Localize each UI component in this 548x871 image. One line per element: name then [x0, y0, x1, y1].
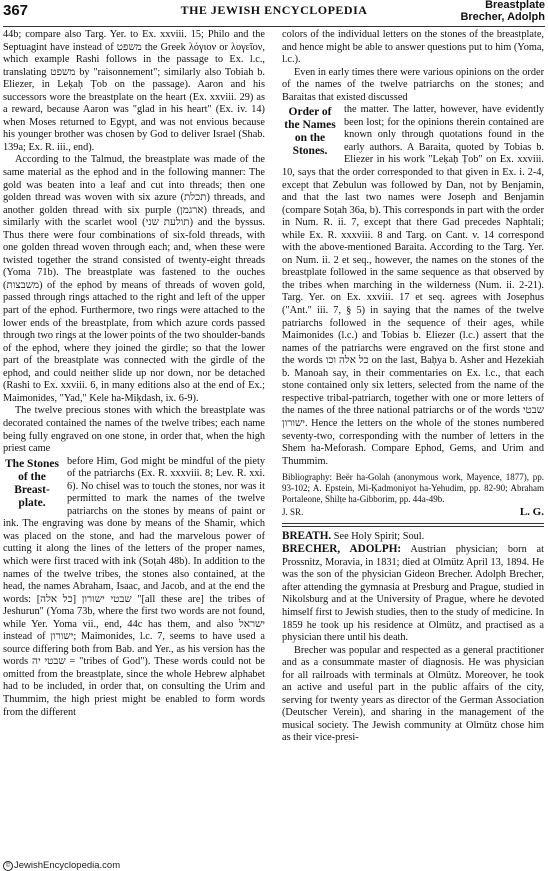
paragraph: 44b; compare also Targ. Yer. to Ex. xxviii. 15; Philo and the Septuagint have instead of משפט the Greek λόγιον or λογεῖον, which example Rashi follows in the passage to Ex. l.c., translating משפט by "raisonnement"; similarly also Tobiah b. Eliezer, in Leḳaḥ Ṭob on the passage). Aaron and his successors wore the breastplate on the heart (Ex. xxviii. 29) as a reward, because Aaron was "glad in his heart" (Ex. iv. 14) when Moses returned to Egypt, and was not envious because his younger brother was chosen by God to deliver Israel (Shab. 139a; Ex. R. iii., end). — [3, 29, 265, 153]
cross-reference: See Holy Spirit; Soul. — [333, 530, 425, 542]
entry-text: Austrian physician; born at Prossnitz, Moravia, in 1831; died at Olmütz April 13, 1894. He was the son of the physician Gideon Brecher. Adolph Brecher, after attending the gymnasia at Presburg and Prague, studied in Nikolsburg and at the University of Prague, where he devoted himself first to Jewish studies, then to the study of medicine. In 1859 he took up his residence at Olmütz, and practised as a physician there until his death. — [282, 544, 544, 644]
right-column — [282, 29, 544, 853]
entry-divider — [282, 523, 544, 527]
paragraph: before Him, God might be mindful of the piety of the patriarchs (Ex. R. xxxviii. 8; Lev. R. xxi. 6). No chisel was to touch the stones, nor was it permitted to mark the names of the twelve patriarchs on the stones by means of paint or ink. The engraving was done by means of the Shamir, which was placed on the stone, and had the marvelous power of cutting it along the lines of the letters of the proper names, which were first traced with ink (Soṭah 48b). In addition to the names of the twelve tribes, the stones also contained, at the head, the names Abraham, Isaac, and Jacob, and at the end the words: שבטי ישורון [כל אלה] "[all these are] the tribes of Jeshurun" (Yoma 73b, where the first two words are not found, while Yer. Yoma vii., end, 44c has them, and also ישראל instead of ישורון; Maimonides, l.c. 7, seems to have used a source differing both from Bab. and Yer., as his version has the words שבטי יה = "tribes of God"). These words could not be omitted from the breastplate, since the whole Hebrew alphabet had to be included, in order that, on consulting the Urim and Thummim, the high priest might be enabled to form words from the different — [3, 455, 265, 718]
paragraph: colors of the individual letters on the stones of the breastplate, and hence might be able to answer questions put to him (Yoma, l.c.). — [282, 29, 544, 66]
signature-right: L. G. — [519, 506, 544, 519]
left-column — [3, 29, 265, 853]
running-head — [460, 0, 545, 23]
footer-site: JewishEncyclopedia.com — [14, 860, 121, 871]
footer-watermark — [3, 860, 120, 871]
paragraph: the matter. The latter, however, have evidently been lost; for the opinions therein contained are known only through quotations found in the early authors. A Baraita, quoted by Tobias b. Eliezer in his work "Leḳaḥ Ṭob" on Ex. xxviii. 10, says that the order corresponded to that given in Ex. i. 2-4, except that Zebulun was followed by Dan, not by Benjamin, and that the last two names were Joseph and Benjamin (compare Soṭah 36a, b). This corresponds in part with the order in Num. R. ii. 7, except that there Gad precedes Naphtali; while Ex. R. xxxviii. 8 and Targ. on Cant. v. 14 correspond with the above-mentioned Baraita. According to the Targ. Yer. on Num. ii. 2 et seq., however, the names on the stones of the breastplate followed in the same sequence as that observed by the tribes when marching in the wilderness (Num. ii. 2-21). Targ. Yer. on Ex. xxviii. 17 et seq. agrees with Josephus ("Ant." iii. 7, § 5) in saying that the names of the twelve patriarchs followed in the sequence of their ages, while Maimonides (l.c.) and Tobias b. Eliezer (l.c.) assert that the names of the patriarchs were engraved on the first stone and the words כל אלה וכו on the last, Baḥya b. Asher and Hezekiah b. Manoah say, in their commentaries on Ex. l.c., that each stone contained only six letters, selected from the name of the respective tribal-patriarch, together with one or more letters of the names of the three national patriarchs or of the words שבטי ישורון. Hence the letters on the whole of the stones numbered seventy-two, corresponding with the number of letters in the Shem ha-Meforash. Compare Ephod, Gems, and Urim and Thummim. — [282, 104, 544, 467]
side-heading-order: Order of the Names on the Stones. — [284, 106, 336, 158]
page-number: 367 — [3, 2, 29, 19]
encyclopedia-title: THE JEWISH ENCYCLOPEDIA — [180, 3, 368, 17]
paragraph: Brecher was popular and respected as a general practitioner and as a consummate master of diagnosis. He was physician for all railroads with terminals at Olmütz. Moreover, he took an active and useful part in the public affairs of the city, serving for twenty years as director of the German Association (Deutscher Verein), and sharing in the management of the musical society. The Jewish community at Olmütz chose him as their vice-presi- — [282, 644, 544, 744]
brecher-entry — [282, 543, 544, 644]
paragraph: According to the Talmud, the breastplate was made of the same material as the ephod and in the following manner: The gold was beaten into a leaf and cut into threads; then one golden thread was woven with six azure (תכלת) threads, and another golden thread with six purple (ארגמן) threads, and similarly with the scarlet wool (תולעת שני) and the byssus. Thus there were four combinations of six-fold threads, with one golden thread woven through each; and, when these were twisted together the strand consisted of twenty-eight threads (Yoma 71b). The breastplate was fastened to the ouches (משבצות) of the ephod by means of threads of woven gold, passed through rings attached to the right and left of the upper part of the ephod. Furthermore, two rings were attached to the lower ends of the breastplate, from which azure cords passed through two rings at the lower points of the two shoulder-bands of the ephod, where they joined the girdle; so that the lower part of the breastplate was connected with the girdle of the ephod, and could neither slide up nor down, nor be detached (Rashi to Ex. xxviii. 6, in many editions also at the end of Ex.; Maimonides, "Yad," Kele ha-Miḳdash, ix. 6-9). — [3, 154, 265, 404]
paragraph: The twelve precious stones with which the breastplate was decorated contained the names of the twelve tribes; each name being fully engraved on one stone, in order that, when the high priest came — [3, 405, 265, 455]
side-heading-stones: The Stones of the Breast-plate. — [5, 457, 59, 509]
signature-row — [282, 506, 544, 519]
entry-heading: BRECHER, ADOLPH: — [282, 543, 402, 556]
signature-left: J. SR. — [282, 507, 304, 518]
breath-entry — [282, 530, 544, 544]
running-head-last: Brecher, Adolph — [460, 11, 545, 23]
copyright-icon: © — [3, 861, 13, 871]
running-head-first: Breastplate — [485, 0, 545, 11]
paragraph: Even in early times there were various opinions on the order of the names of the twelve patriarchs on the stones; and Baraitas that existed discussed — [282, 66, 544, 103]
bibliography: Bibliography: Beër ha-Golah (anonymous work, Mayence, 1877), pp. 93-102; A. Epstein, Mi-Ḳadmoniyot ha-Yehudim, pp. 82-90; Abraham Portaleone, Shilṭe ha-Gibborim, pp. 44a-49b. — [282, 472, 544, 505]
entry-heading: BREATH. — [282, 529, 332, 542]
page-header — [3, 0, 545, 27]
